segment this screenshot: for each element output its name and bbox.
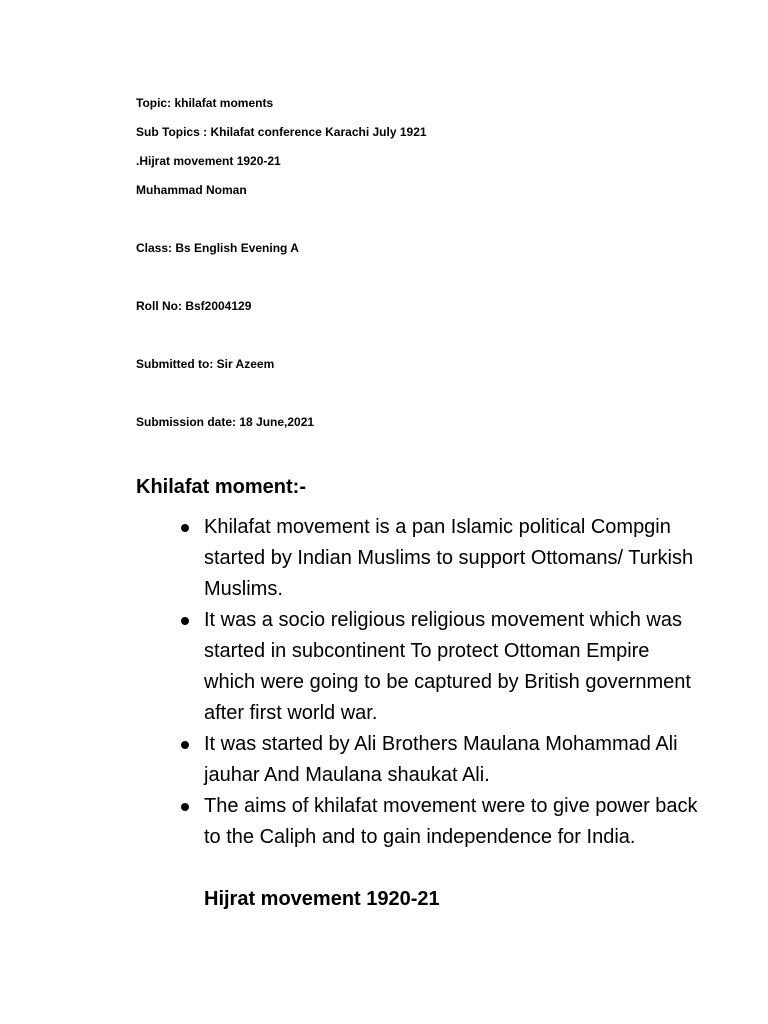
submission-date-line: Submission date: 18 June,2021 — [136, 415, 315, 429]
bullet-item — [180, 605, 700, 729]
section-subheading: Hijrat movement 1920-21 — [204, 888, 440, 910]
bullet-text: It was a socio religious religious movement which was started in subcontinent To protect Ottoman Empire which were going to be captured by British government after first world war. — [204, 609, 691, 724]
bullet-dot-icon — [181, 524, 189, 532]
bullet-text: It was started by Ali Brothers Maulana Mohammad Ali jauhar And Maulana shaukat Ali. — [204, 733, 678, 786]
bullet-item — [180, 512, 700, 605]
class-line: Class: Bs English Evening A — [136, 241, 299, 255]
bullet-text: The aims of khilafat movement were to give power back to the Caliph and to gain independence for India. — [204, 795, 698, 848]
bullet-list — [180, 512, 700, 853]
sub-topics-line: Sub Topics : Khilafat conference Karachi July 1921 — [136, 125, 427, 139]
topic-line: Topic: khilafat moments — [136, 96, 274, 110]
submitted-to-line: Submitted to: Sir Azeem — [136, 357, 275, 371]
sub-topic-2-line: .Hijrat movement 1920-21 — [136, 154, 281, 168]
bullet-dot-icon — [181, 741, 189, 749]
bullet-dot-icon — [181, 803, 189, 811]
roll-no-line: Roll No: Bsf2004129 — [136, 299, 252, 313]
bullet-item — [180, 729, 700, 791]
section-heading: Khilafat moment:- — [136, 476, 306, 498]
author-name: Muhammad Noman — [136, 183, 247, 197]
bullet-item — [180, 791, 700, 853]
bullet-text: Khilafat movement is a pan Islamic political Compgin started by Indian Muslims to support Ottomans/ Turkish Muslims. — [204, 516, 694, 600]
bullet-dot-icon — [181, 617, 189, 625]
